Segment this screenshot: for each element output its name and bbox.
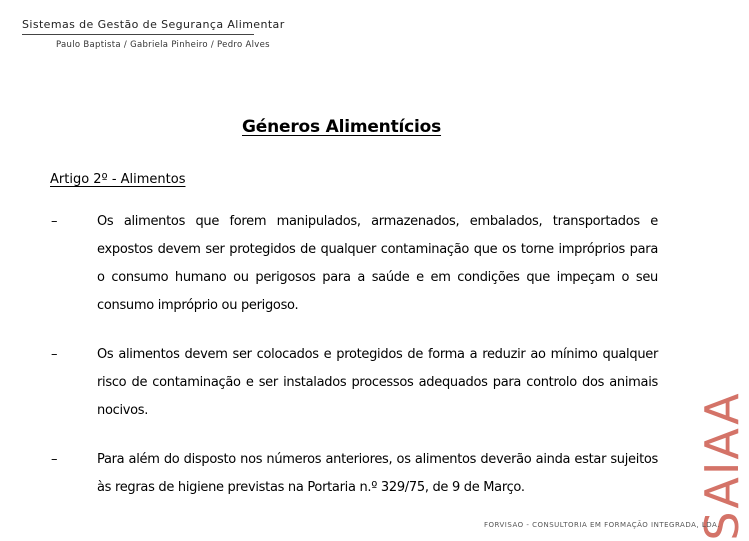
header-title: Sistemas de Gestão de Segurança Alimentar [22,18,285,31]
brand-logo [660,346,749,541]
list-item [48,341,658,425]
list-item [48,208,658,320]
bullet-text: Os alimentos que forem manipulados, armazenados, embalados, transportados e expostos devem ser protegidos de qualquer contaminação que os torne impróprios para o consumo humano ou perigosos para a saúde e em condições que impeçam o seu consumo impróprio ou perigoso. [97,214,658,313]
brand-logo-text: SAIAA [695,391,749,541]
page-title: Géneros Alimentícios [242,117,442,137]
bullet-list [48,208,658,523]
header-divider [22,34,254,35]
section-heading: Artigo 2º - Alimentos [50,172,186,187]
bullet-dash: – [51,214,58,229]
bullet-dash: – [51,452,58,467]
bullet-text: Os alimentos devem ser colocados e protegidos de forma a reduzir ao mínimo qualquer risco de contaminação e ser instalados processos adequados para controlo dos animais nocivos. [97,347,658,418]
header-authors: Paulo Baptista / Gabriela Pinheiro / Pedro Alves [56,40,270,50]
bullet-text: Para além do disposto nos números anteriores, os alimentos deverão ainda estar sujeitos às regras de higiene previstas na Portaria n.º 329/75, de 9 de Março. [97,452,658,495]
list-item [48,446,658,502]
bullet-dash: – [51,347,58,362]
footer-text: FORVISAO - CONSULTORIA EM FORMAÇÃO INTEGRADA, LDA. [484,521,720,529]
